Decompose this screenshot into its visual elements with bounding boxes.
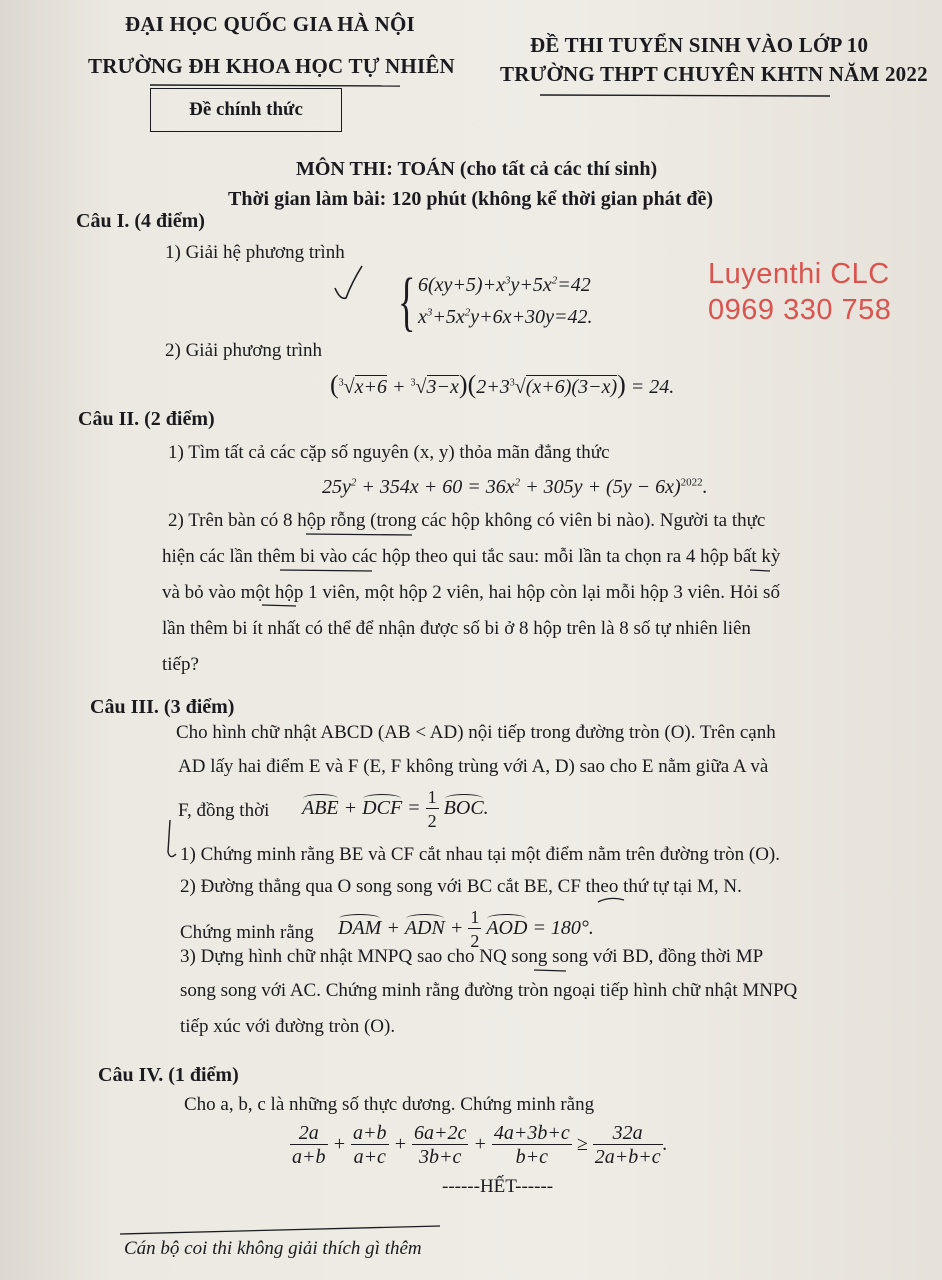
question-3-part-3-line-3: tiếp xúc với đường tròn (O).: [180, 1016, 396, 1037]
underline-8-hop-rong: [306, 534, 412, 535]
question-3-heading: Câu III. (3 điểm): [90, 696, 235, 718]
watermark-phone: 0969 330 758: [708, 294, 892, 326]
equation-1: $6(xy+5)+x^3y+5x^2=42$: [418, 274, 591, 296]
watermark-name: Luyenthi CLC: [708, 258, 890, 290]
question-2-part-2-line-5: tiếp?: [162, 654, 199, 675]
question-2-part-2-line-1: 2) Trên bàn có 8 hộp rỗng (trong các hộp không có viên bi nào). Người ta thực: [168, 510, 766, 531]
exam-school-year: TRƯỜNG THPT CHUYÊN KHTN NĂM 2022: [500, 62, 928, 86]
question-3-part-2-line-1: 2) Đường thẳng qua O song song với BC cắt BE, CF theo thứ tự tại M, N.: [180, 876, 742, 897]
question-2-part-2-line-2: hiện các lần thêm bi vào các hộp theo qui tắc sau: mỗi lần ta chọn ra 4 hộp bất kỳ: [162, 546, 781, 567]
checkmark-icon: [335, 266, 362, 298]
question-3-intro-line-1: Cho hình chữ nhật ABCD (AB < AD) nội tiếp trong đường tròn (O). Trên cạnh: [176, 722, 776, 743]
question-2-heading: Câu II. (2 điểm): [78, 408, 215, 430]
header-right-underline: [540, 95, 830, 96]
question-2-part-1-label: 1) Tìm tất cả các cặp số nguyên (x, y) thỏa mãn đẳng thức: [168, 442, 610, 463]
end-marker: ------HẾT------: [442, 1176, 554, 1197]
inequality: $\frac{2a}{a+b}$ + $\frac{a+b}{a+c}$ + $\frac{6a+2c}{3b+c}$ + $\frac{4a+3b+c}{b+c}$ ≥ $\frac{32a}{2a+b+c}$ .: [292, 1122, 668, 1168]
question-3-part-2-line-2: Chứng minh rằng: [180, 922, 314, 943]
footer-note: Cán bộ coi thi không giải thích gì thêm: [124, 1238, 422, 1259]
underline-mot: [262, 605, 296, 606]
header-left-underline: [150, 85, 400, 86]
question-3-part-1: 1) Chứng minh rằng BE và CF cắt nhau tại một điểm nằm trên đường tròn (O).: [180, 844, 781, 865]
university-name: ĐẠI HỌC QUỐC GIA HÀ NỘI: [125, 12, 415, 36]
underline-nq: [534, 970, 566, 971]
official-badge-label: Đề chính thức: [189, 99, 303, 120]
exam-title: ĐỀ THI TUYỂN SINH VÀO LỚP 10: [530, 33, 869, 57]
school-name: TRƯỜNG ĐH KHOA HỌC TỰ NHIÊN: [88, 54, 455, 78]
question-4-statement: Cho a, b, c là những số thực dương. Chứng minh rằng: [184, 1094, 595, 1115]
question-1-heading: Câu I. (4 điểm): [76, 210, 205, 232]
question-4-heading: Câu IV. (1 điểm): [98, 1064, 239, 1086]
underline-be-cf: [598, 898, 624, 902]
question-1-part-2-label: 2) Giải phương trình: [165, 340, 323, 361]
question-2-part-2-line-3: và bỏ vào một hộp 1 viên, một hộp 2 viên, hai hộp còn lại mỗi hộp 3 viên. Hỏi số: [162, 582, 780, 603]
margin-mark-icon: [168, 820, 176, 857]
question-3-part-3-line-2: song song với AC. Chứng minh rằng đường tròn ngoại tiếp hình chữ nhật MNPQ: [180, 980, 798, 1001]
diophantine-equation: $25y^2 + 354x + 60 = 36x^2 + 305y + (5y - 6x)^{2022}$.: [322, 476, 708, 498]
radical-equation: $(^3√x+6 + ^3√3-x)(2+3^3√(x+6)(3-x)) = 24$.: [330, 370, 675, 399]
arc-condition: ABE + DCF = $\frac{1}{2}$ BOC.: [302, 787, 489, 831]
question-3-intro-line-2: AD lấy hai điểm E và F (E, F không trùng với A, D) sao cho E nằm giữa A và: [178, 756, 769, 777]
question-2-part-2-line-4: lần thêm bi ít nhất có thể để nhận được số bi ở 8 hộp trên là 8 số tự nhiên liên: [162, 618, 751, 639]
question-3-intro-line-3: F, đồng thời: [178, 800, 270, 821]
question-1-part-1-label: 1) Giải hệ phương trình: [165, 242, 345, 263]
footer-rule: [120, 1226, 440, 1234]
system-brace: {: [398, 265, 416, 338]
underline-4: [750, 570, 770, 571]
angle-identity: DAM + ADN + $\frac{1}{2}$ AOD = 180°.: [338, 907, 594, 951]
subject-title: MÔN THI: TOÁN (cho tất cả các thí sinh): [296, 158, 658, 180]
time-limit: Thời gian làm bài: 120 phút (không kể thời gian phát đề): [228, 188, 714, 210]
question-3-part-3-line-1: 3) Dựng hình chữ nhật MNPQ sao cho NQ song song với BD, đồng thời MP: [180, 946, 764, 967]
equation-2: $x^3+5x^2y+6x+30y=42$.: [418, 306, 593, 328]
underline-them-bi: [280, 570, 372, 571]
